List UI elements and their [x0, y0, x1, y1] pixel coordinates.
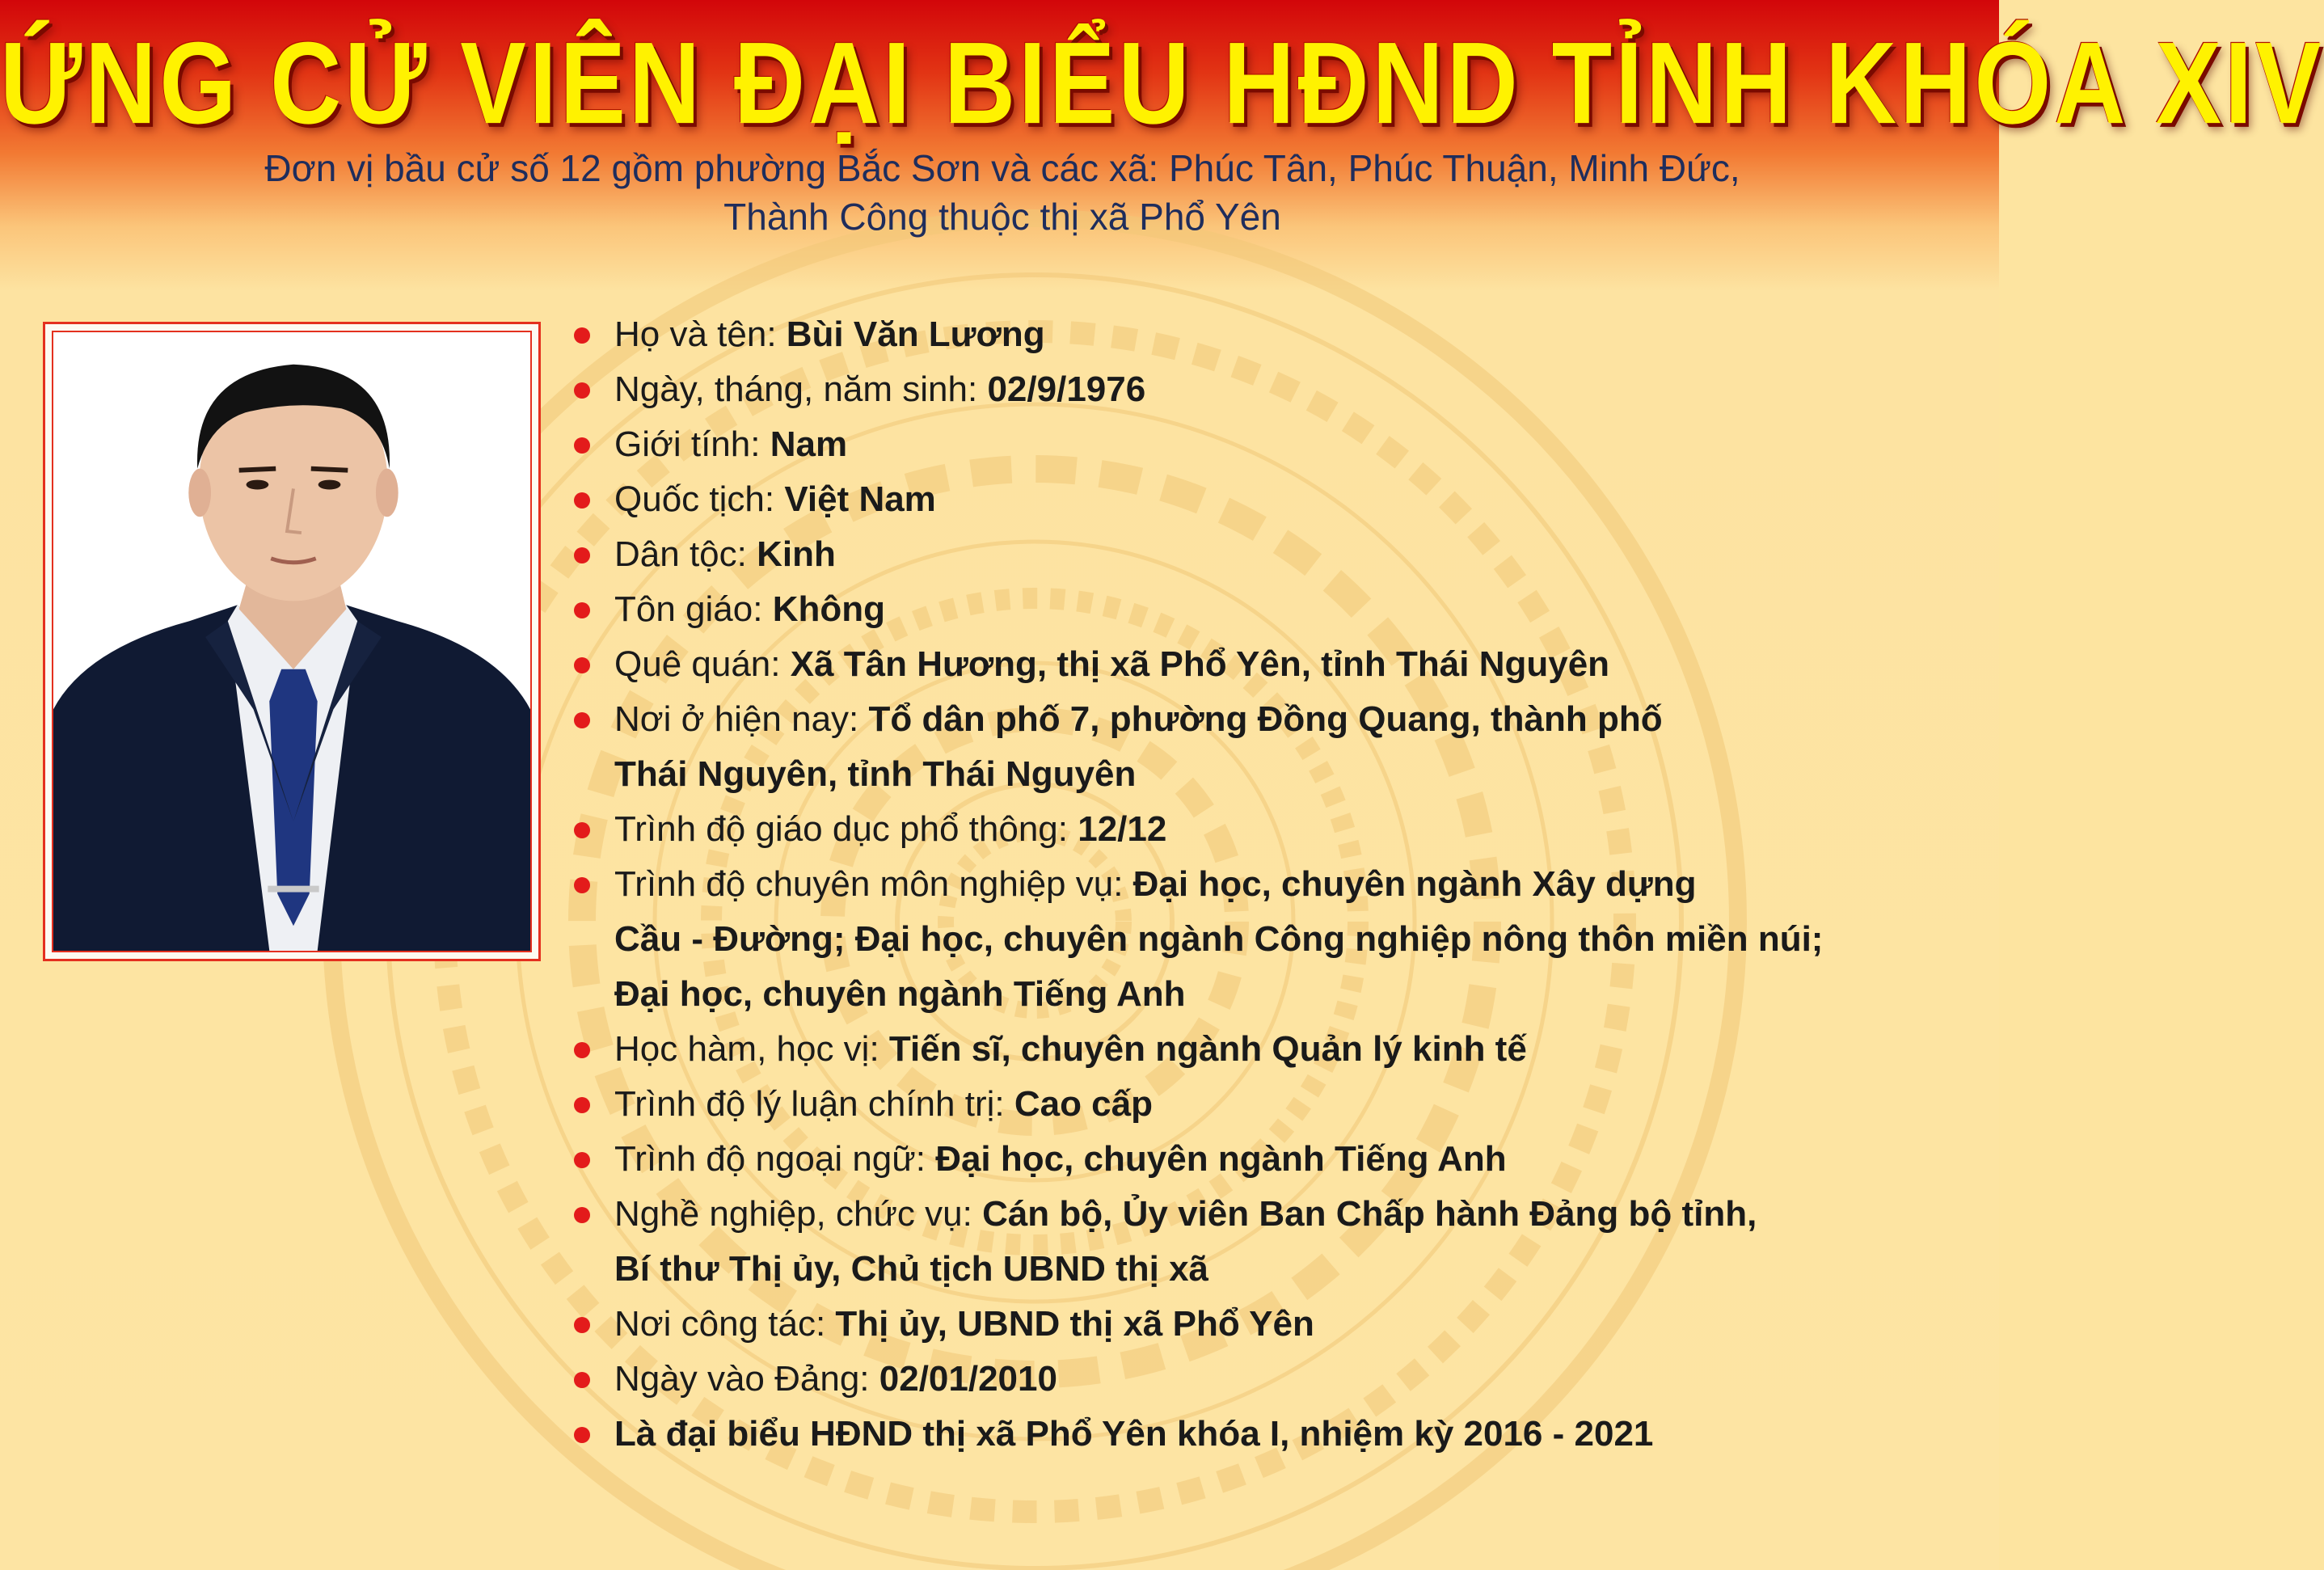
info-label: Giới tính:	[614, 424, 770, 464]
info-item	[574, 307, 1980, 362]
info-item-continuation: Cầu - Đường; Đại học, chuyên ngành Công nghiệp nông thôn miền núi;	[614, 919, 1824, 959]
bullet-icon	[574, 602, 590, 618]
info-value: Cán bộ, Ủy viên Ban Chấp hành Đảng bộ tỉnh,	[982, 1194, 1757, 1234]
bullet-icon	[574, 1317, 590, 1333]
bullet-icon	[574, 1207, 590, 1223]
info-value: Xã Tân Hương, thị xã Phổ Yên, tỉnh Thái Nguyên	[790, 644, 1610, 684]
bullet-icon	[574, 547, 590, 563]
info-label: Nghề nghiệp, chức vụ:	[614, 1194, 983, 1234]
info-label: Dân tộc:	[614, 534, 757, 574]
info-item	[574, 1297, 1980, 1352]
info-value: Đại học, chuyên ngành Tiếng Anh	[935, 1139, 1507, 1179]
info-value: Tiến sĩ, chuyên ngành Quản lý kinh tế	[888, 1029, 1527, 1069]
bullet-icon	[574, 1042, 590, 1058]
info-label: Quốc tịch:	[614, 479, 785, 519]
info-item	[574, 1077, 1980, 1132]
info-label: Nơi công tác:	[614, 1304, 836, 1344]
info-item	[574, 1407, 1980, 1462]
bullet-icon	[574, 1097, 590, 1113]
info-item-continuation: Đại học, chuyên ngành Tiếng Anh	[614, 974, 1186, 1014]
candidate-info-list	[574, 307, 1980, 1462]
info-value: Nam	[770, 424, 848, 464]
bullet-icon	[574, 437, 590, 454]
subtitle-line-2: Thành Công thuộc thị xã Phổ Yên	[723, 196, 1281, 238]
portrait-photo	[52, 331, 532, 952]
portrait-frame	[43, 322, 541, 961]
info-value: 02/9/1976	[987, 369, 1146, 409]
info-value: Kinh	[757, 534, 836, 574]
info-item-continuation: Thái Nguyên, tỉnh Thái Nguyên	[614, 754, 1137, 794]
info-label: Tôn giáo:	[614, 589, 773, 629]
info-item-continuation: Bí thư Thị ủy, Chủ tịch UBND thị xã	[614, 1249, 1209, 1289]
subtitle-line-1: Đơn vị bầu cử số 12 gồm phường Bắc Sơn và các xã: Phúc Tân, Phúc Thuận, Minh Đức,	[264, 147, 1740, 189]
info-item	[574, 802, 1980, 857]
info-value: 02/01/2010	[879, 1359, 1057, 1399]
bullet-icon	[574, 877, 590, 893]
bullet-icon	[574, 712, 590, 728]
bullet-icon	[574, 327, 590, 344]
info-value: Không	[772, 589, 885, 629]
info-label: Trình độ lý luận chính trị:	[614, 1084, 1014, 1124]
info-item	[574, 1187, 1980, 1242]
info-item	[574, 692, 1980, 747]
info-label: Quê quán:	[614, 644, 791, 684]
info-item	[574, 1022, 1980, 1077]
info-label: Nơi ở hiện nay:	[614, 699, 869, 739]
info-item	[574, 417, 1980, 472]
info-value: Thị ủy, UBND thị xã Phổ Yên	[835, 1304, 1314, 1344]
bullet-icon	[574, 382, 590, 399]
info-value: 12/12	[1078, 809, 1167, 849]
info-label: Ngày vào Đảng:	[614, 1359, 879, 1399]
info-item	[574, 582, 1980, 637]
info-item	[574, 857, 1980, 912]
info-item	[574, 1132, 1980, 1187]
page-title: ỨNG CỬ VIÊN ĐẠI BIỂU HĐND TỈNH KHÓA XIV	[0, 18, 2324, 148]
bullet-icon	[574, 1427, 590, 1443]
info-label: Ngày, tháng, năm sinh:	[614, 369, 988, 409]
bullet-icon	[574, 657, 590, 673]
bullet-icon	[574, 1152, 590, 1168]
info-item	[574, 1352, 1980, 1407]
info-item	[574, 362, 1980, 417]
info-value: Là đại biểu HĐND thị xã Phổ Yên khóa I, nhiệm kỳ 2016 - 2021	[614, 1414, 1654, 1454]
info-value: Bùi Văn Lương	[786, 314, 1045, 354]
info-label: Trình độ ngoại ngữ:	[614, 1139, 936, 1179]
bullet-icon	[574, 1372, 590, 1388]
page-subtitle	[49, 144, 1956, 241]
bullet-icon	[574, 492, 590, 509]
info-item	[574, 472, 1980, 527]
info-value: Cao cấp	[1014, 1084, 1153, 1124]
info-value: Tổ dân phố 7, phường Đồng Quang, thành phố	[868, 699, 1663, 739]
info-label: Học hàm, học vị:	[614, 1029, 889, 1069]
info-value: Đại học, chuyên ngành Xây dựng	[1132, 864, 1697, 904]
bullet-icon	[574, 822, 590, 838]
info-item	[574, 637, 1980, 692]
portrait-icon	[53, 332, 530, 951]
info-label: Trình độ chuyên môn nghiệp vụ:	[614, 864, 1133, 904]
info-label: Họ và tên:	[614, 314, 787, 354]
info-item	[574, 527, 1980, 582]
info-label: Trình độ giáo dục phổ thông:	[614, 809, 1078, 849]
info-value: Việt Nam	[784, 479, 936, 519]
